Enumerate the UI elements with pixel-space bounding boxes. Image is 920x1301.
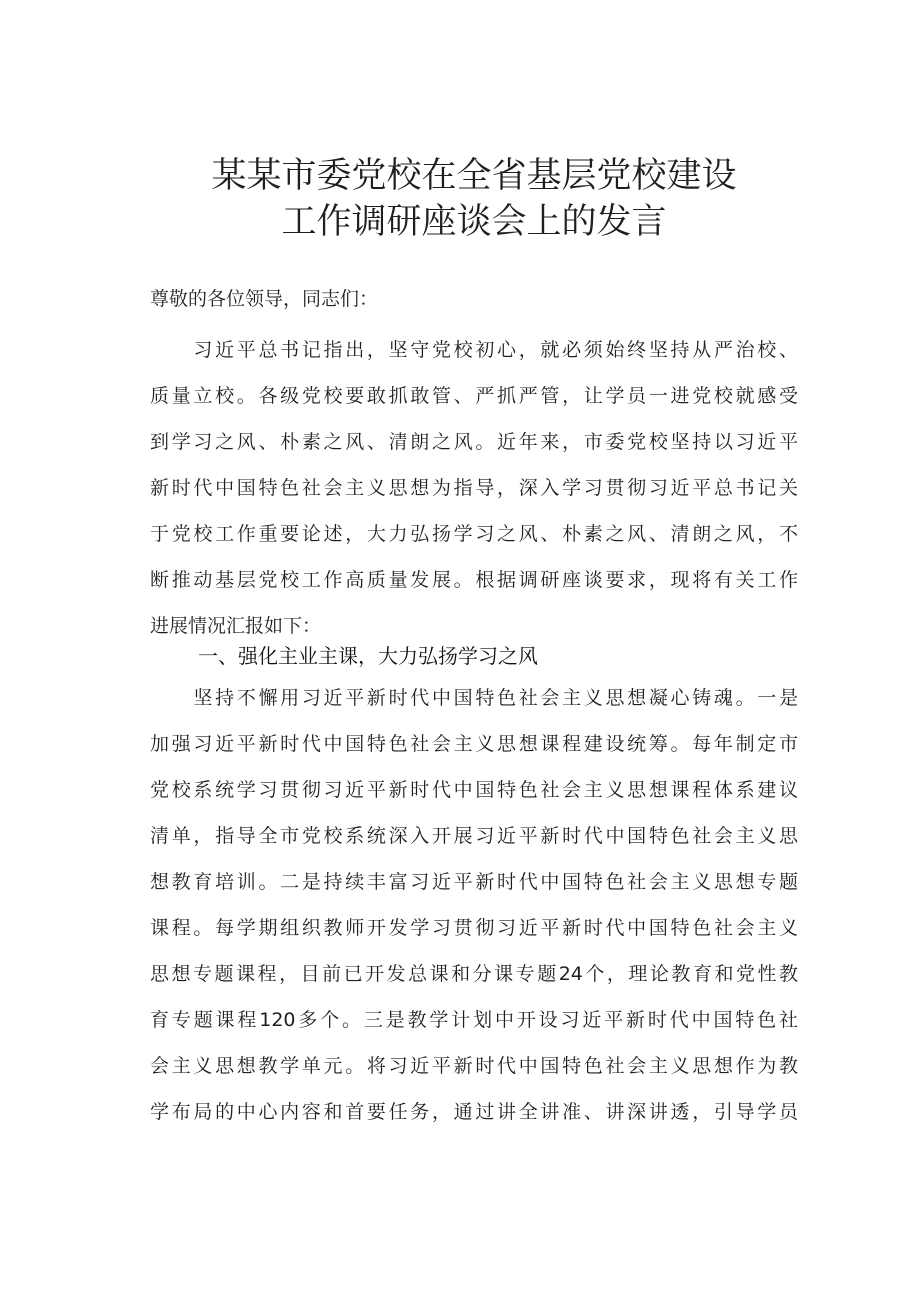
document-title-line-2: 工作调研座谈会上的发言 — [281, 202, 667, 242]
intro-line-6: 断推动基层党校工作高质量发展。根据调研座谈要求，现将有关工作 — [150, 569, 798, 591]
intro-line-3: 到学习之风、朴素之风、清朗之风。近年来，市委党校坚持以习近平 — [150, 431, 798, 453]
section-1-line-9: 会主义思想教学单元。将习近平新时代中国特色社会主义思想作为教 — [150, 1055, 798, 1077]
section-1-line-7: 思想专题课程，目前已开发总课和分课专题24个，理论教育和党性教 — [150, 963, 798, 985]
section-1-line-6: 课程。每学期组织教师开发学习贯彻习近平新时代中国特色社会主义 — [150, 917, 798, 939]
intro-line-1: 习近平总书记指出，坚守党校初心，就必须始终坚持从严治校、 — [150, 339, 798, 361]
document-title-line-1: 某某市委党校在全省基层党校建设 — [211, 156, 737, 196]
intro-line-7: 进展情况汇报如下： — [150, 615, 322, 637]
section-1-line-3: 党校系统学习贯彻习近平新时代中国特色社会主义思想课程体系建议 — [150, 779, 798, 801]
intro-line-4: 新时代中国特色社会主义思想为指导，深入学习贯彻习近平总书记关 — [150, 477, 798, 499]
section-1-line-10: 学布局的中心内容和首要任务，通过讲全讲准、讲深讲透，引导学员 — [150, 1101, 798, 1123]
greeting: 尊敬的各位领导，同志们： — [150, 288, 379, 310]
section-1-line-1: 坚持不懈用习近平新时代中国特色社会主义思想凝心铸魂。一是 — [150, 687, 798, 709]
intro-line-2: 质量立校。各级党校要敢抓敢管、严抓严管，让学员一进党校就感受 — [150, 385, 798, 407]
section-1-heading: 一、强化主业主课，大力弘扬学习之风 — [198, 644, 538, 668]
section-1-line-5: 想教育培训。二是持续丰富习近平新时代中国特色社会主义思想专题 — [150, 871, 798, 893]
section-1-line-8: 育专题课程120多个。三是教学计划中开设习近平新时代中国特色社 — [150, 1009, 798, 1031]
intro-line-5: 于党校工作重要论述，大力弘扬学习之风、朴素之风、清朗之风，不 — [150, 523, 798, 545]
section-1-line-2: 加强习近平新时代中国特色社会主义思想课程建设统筹。每年制定市 — [150, 733, 798, 755]
section-1-line-4: 清单，指导全市党校系统深入开展习近平新时代中国特色社会主义思 — [150, 825, 798, 847]
